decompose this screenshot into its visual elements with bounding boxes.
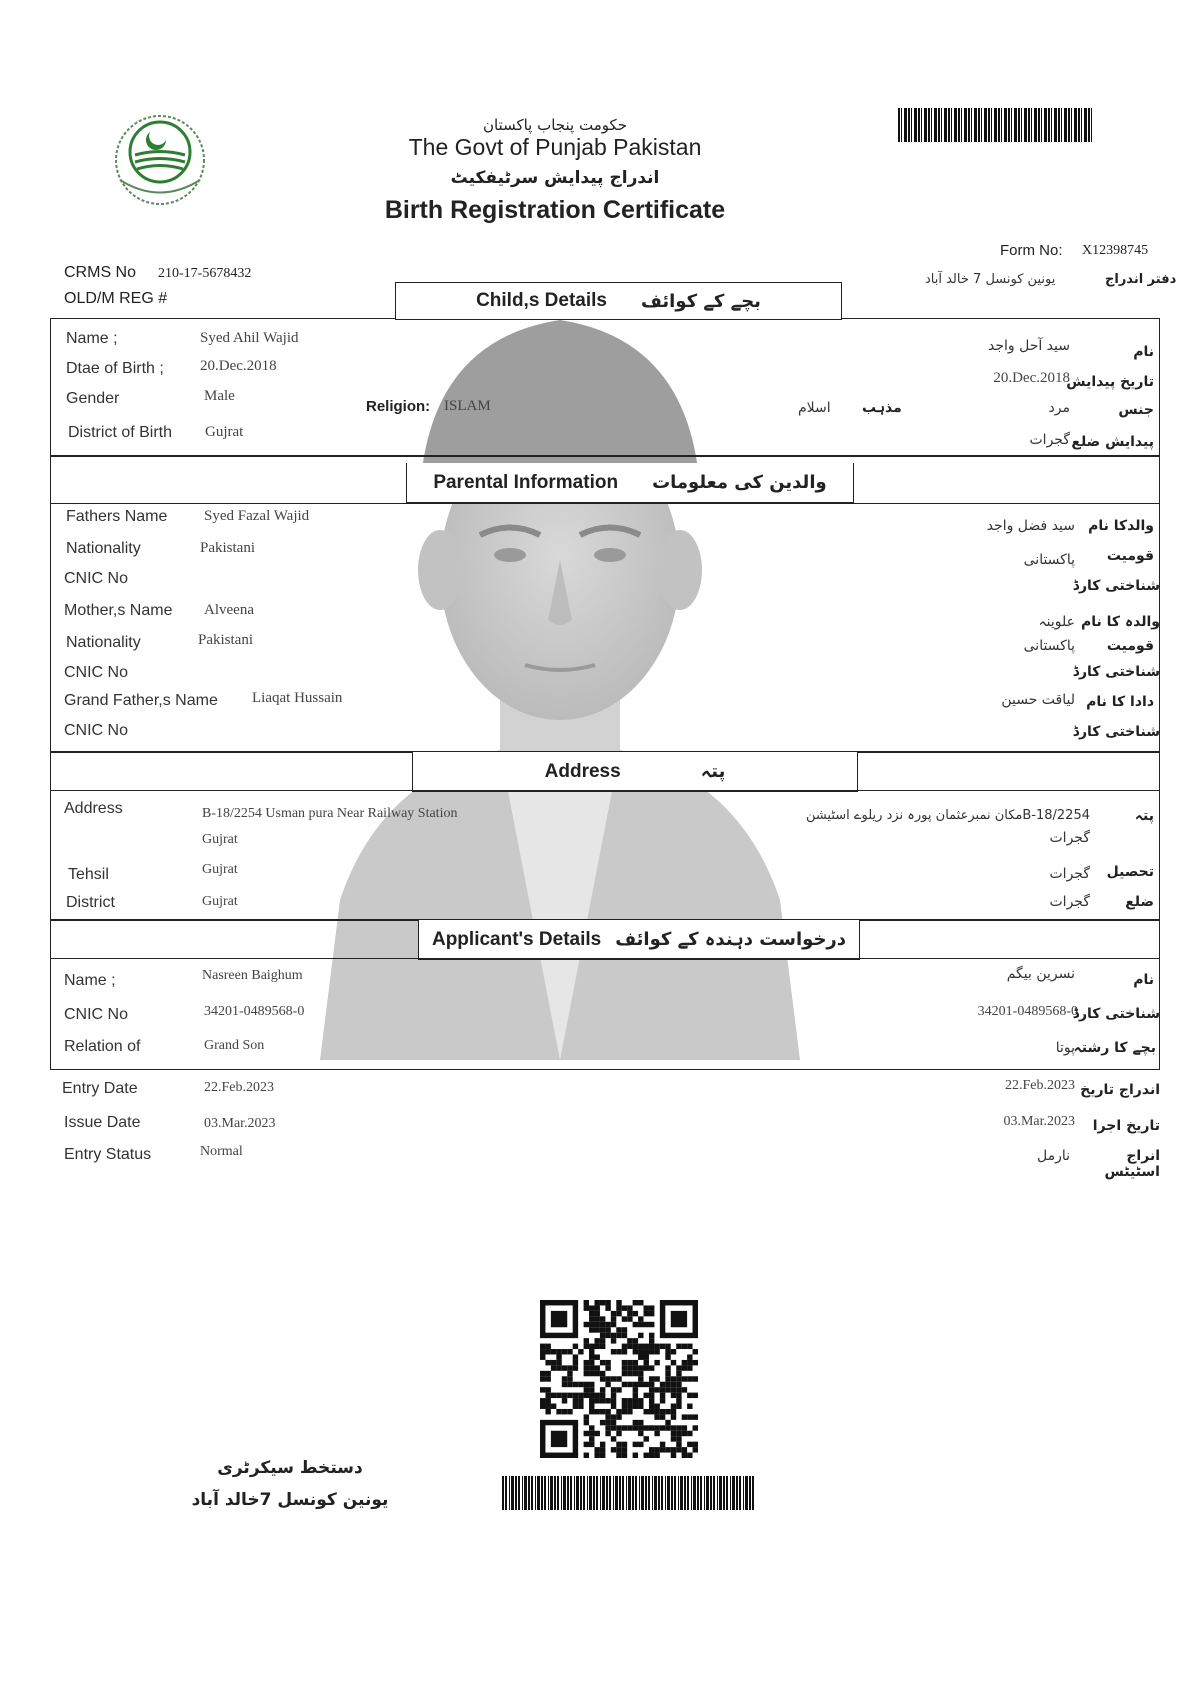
address-divider [50,790,1160,791]
office-label: دفتر اندراج [1105,272,1177,287]
entry-date: 22.Feb.2023 [204,1080,274,1095]
child-dob: 20.Dec.2018 [200,358,277,374]
certificate-urdu-title: اندراج پیدایش سرٹیفکیٹ [450,168,660,188]
child-religion-urdu-label: مذہب [862,400,902,416]
entry-status-label: Entry Status [64,1146,152,1163]
applicant-relation: Grand Son [204,1038,265,1053]
district-value: Gujrat [202,894,238,909]
grandfather-name: Liaqat Hussain [252,690,343,706]
entry-status-urdu-label: انراج اسٹیٹس [1104,1148,1160,1180]
father-name-label: Fathers Name [66,508,168,525]
father-name-urdu: سید فضل واجد [986,518,1075,534]
tehsil-label: Tehsil [68,866,109,883]
applicant-relation-urdu: پوتا [1055,1040,1075,1056]
entry-date-label: Entry Date [62,1080,138,1097]
mother-name: Alveena [204,602,254,618]
child-gender-urdu-label: جنس [1118,402,1154,418]
grandfather-cnic-label: CNIC No [64,722,129,739]
child-district-urdu-label: پیدایش ضلع [1071,434,1154,450]
child-dob-urdu: 20.Dec.2018 [993,370,1070,386]
grandfather-name-label: Grand Father,s Name [64,692,218,709]
applicant-name-urdu-label: نام [1133,972,1154,988]
address-title: Address [544,760,621,782]
punjab-government-emblem [100,110,220,210]
mother-nationality-label: Nationality [66,634,141,651]
form-label: Form No: [1000,242,1063,259]
applicant-header [418,920,860,960]
district-urdu-label: ضلع [1125,894,1154,910]
crms-label: CRMS No [64,264,137,281]
address-line2: Gujrat [202,832,238,847]
entry-status: Normal [200,1144,243,1159]
signature-office: یونین کونسل 7خالد آباد [191,1490,389,1510]
parental-info-title: Parental Information [433,471,619,493]
applicant-title: Applicant's Details [431,928,602,950]
old-reg-label: OLD/M REG # [64,290,168,307]
child-name: Syed Ahil Wajid [200,330,299,346]
top-barcode [898,108,1094,142]
child-religion: ISLAM [444,398,491,414]
address-urdu-line2: گجرات [1049,830,1090,846]
address-line1: B-18/2254 Usman pura Near Railway Station [202,806,458,821]
child-details-title: Child,s Details [476,290,607,311]
applicant-name-urdu: نسرین بیگم [1006,966,1075,982]
applicant-title-urdu: درخواست دہندہ کے کوائف [615,929,847,950]
parental-info-header [406,463,854,503]
child-district-urdu: گجرات [1029,432,1070,448]
child-religion-urdu: اسلام [798,400,831,416]
child-name-urdu: سید آحل واجد [987,338,1070,354]
child-dob-label: Dtae of Birth ; [66,360,164,377]
applicant-cnic-label: CNIC No [64,1006,129,1023]
father-cnic-urdu-label: شناختی کارڈ [1072,578,1160,594]
mother-name-urdu: علوینہ [1038,614,1075,630]
father-nationality-urdu: پاکستانی [1023,552,1075,568]
mother-cnic-urdu-label: شناختی کارڈ [1072,664,1160,680]
child-name-urdu-label: نام [1133,344,1154,360]
child-details-header [395,282,842,320]
grandfather-cnic-urdu-label: شناختی کارڈ [1072,724,1160,740]
father-nationality-label: Nationality [66,540,141,557]
mother-name-label: Mother,s Name [64,602,173,619]
child-gender: Male [204,388,235,404]
father-cnic-label: CNIC No [64,570,129,587]
address-label: Address [64,800,123,817]
child-details-title-urdu: بچے کے کوائف [640,290,761,312]
child-district-label: District of Birth [68,424,173,441]
qr-code-icon [540,1300,698,1458]
child-religion-label: Religion: [366,398,431,415]
mother-nationality-urdu-label: قومیت [1106,638,1154,654]
tehsil-urdu-label: تحصیل [1106,864,1154,880]
father-nationality: Pakistani [200,540,255,556]
mother-nationality: Pakistani [198,632,253,648]
address-urdu: B-18/2254مکان نمبرعثمان پورہ نزد ریلوے اسٹیشن [805,808,1090,823]
address-title-urdu: پتہ [700,761,726,782]
govt-title: The Govt of Punjab Pakistan [408,134,702,160]
child-district: Gujrat [205,424,244,440]
address-header [412,752,858,792]
child-gender-label: Gender [66,390,120,407]
grandfather-name-urdu: لیاقت حسین [1001,692,1075,708]
parental-info-title-urdu: والدین کی معلومات [652,472,827,493]
form-value: X12398745 [1082,243,1149,258]
crms-value: 210-17-5678432 [158,266,252,281]
office-value: یونین کونسل 7 خالد آباد [925,272,1056,287]
applicant-name-label: Name ; [64,972,116,989]
district-urdu: گجرات [1049,894,1090,910]
applicant-name: Nasreen Baighum [202,968,303,983]
father-name-urdu-label: والدکا نام [1088,518,1154,534]
grandfather-name-urdu-label: دادا کا نام [1086,694,1154,710]
tehsil-urdu: گجرات [1049,866,1090,882]
tehsil-value: Gujrat [202,862,238,877]
child-gender-urdu: مرد [1048,400,1070,416]
signature-title: دستخط سیکرٹری [217,1458,363,1478]
issue-date-urdu-label: تاریخ اجرا [1092,1118,1160,1134]
applicant-divider [50,958,1160,959]
child-dob-urdu-label: تاریخ پیدایش [1066,374,1154,390]
bottom-barcode [502,1476,754,1510]
issue-date: 03.Mar.2023 [204,1116,276,1131]
applicant-cnic-urdu: 34201-0489568-0 [977,1004,1078,1019]
applicant-cnic-urdu-label: شناختی کارڈ [1072,1006,1160,1022]
entry-date-urdu: 22.Feb.2023 [1005,1078,1075,1093]
address-urdu-label: پتہ [1134,808,1154,824]
district-label: District [66,894,115,911]
issue-date-urdu: 03.Mar.2023 [1003,1114,1075,1129]
mother-cnic-label: CNIC No [64,664,129,681]
parental-divider [50,503,1160,504]
applicant-relation-label: Relation of [64,1038,141,1055]
issue-date-label: Issue Date [64,1114,141,1131]
father-nationality-urdu-label: قومیت [1106,548,1154,564]
govt-urdu-title: حکومت پنجاب پاکستان [482,116,628,134]
entry-status-urdu: نارمل [1036,1148,1070,1164]
mother-name-urdu-label: والدہ کا نام [1081,614,1160,630]
father-name: Syed Fazal Wajid [204,508,310,524]
applicant-cnic: 34201-0489568-0 [204,1004,305,1019]
entry-date-urdu-label: اندراج تاریخ [1080,1082,1160,1098]
child-name-label: Name ; [66,330,118,347]
applicant-relation-urdu-label: بچے کا رشتہ [1073,1040,1156,1056]
mother-nationality-urdu: پاکستانی [1023,638,1075,654]
certificate-title: Birth Registration Certificate [384,196,726,224]
